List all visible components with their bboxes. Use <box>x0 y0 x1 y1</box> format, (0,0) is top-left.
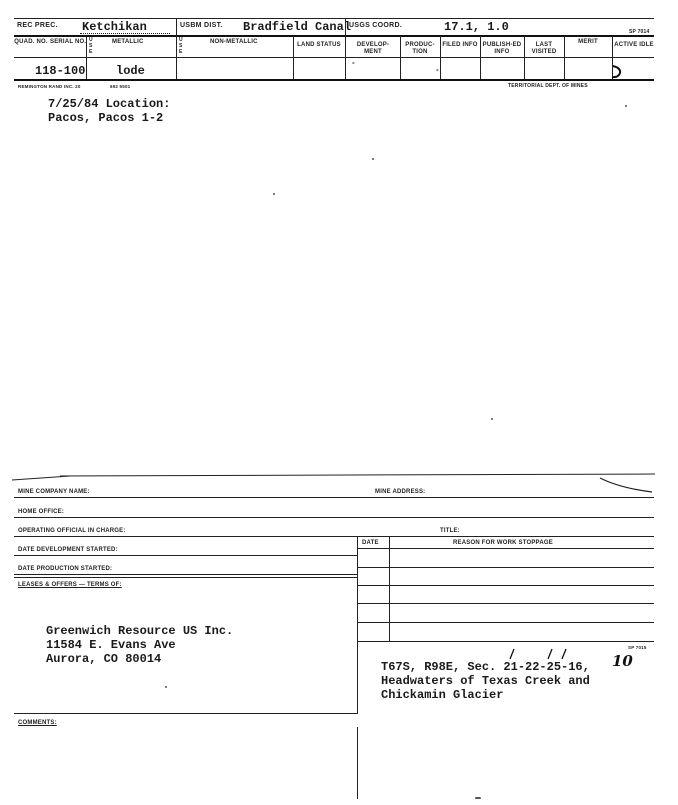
divider-land <box>293 36 294 80</box>
usgs-coord-label: USGS COORD. <box>349 22 403 29</box>
stoppage-left-border <box>357 536 358 714</box>
header-top-border <box>14 18 654 19</box>
form-number-top: SP 7014 <box>629 29 650 35</box>
col-last-visited: LAST VISITED <box>531 42 557 55</box>
comments-divider <box>357 727 358 799</box>
leases-label: LEASES & OFFERS — TERMS OF: <box>18 582 122 588</box>
stoppage-row-line <box>357 585 654 586</box>
line-date-production <box>14 574 357 575</box>
col-quad-no: QUAD. NO. <box>14 39 48 45</box>
col-serial-no: SERIAL NO. <box>50 39 87 45</box>
col-development: DEVELOP-MENT <box>356 42 390 55</box>
rec-prec-label: REC PREC. <box>17 22 58 29</box>
col-production: PRODUC-TION <box>405 42 435 55</box>
active-check-mark <box>610 62 626 80</box>
mine-company-label: MINE COMPANY NAME: <box>18 489 90 495</box>
title-label: TITLE: <box>440 528 460 534</box>
owner-line-3: Aurora, CO 80014 <box>46 652 162 666</box>
date-column-label: DATE <box>362 540 379 546</box>
torn-edge <box>0 470 678 500</box>
speck <box>273 193 275 195</box>
speck <box>475 797 481 799</box>
date-development-label: DATE DEVELOPMENT STARTED: <box>18 547 118 553</box>
home-office-label: HOME OFFICE: <box>18 509 65 515</box>
col-non-metallic: NON-METALLIC <box>210 39 258 45</box>
date-production-label: DATE PRODUCTION STARTED: <box>18 566 113 572</box>
usbm-dist-label: USBM DIST. <box>180 22 223 29</box>
printer-imprint: REMINGTON RAND INC. 20 <box>18 84 81 89</box>
metallic-value: lode <box>116 64 145 78</box>
rec-prec-underline <box>80 33 170 34</box>
owner-line-2: 11584 E. Evans Ave <box>46 638 176 652</box>
col-published-info: PUBLISH-ED INFO <box>482 42 522 55</box>
quad-serial-value: 118-100 <box>35 64 86 78</box>
divider-metallic <box>86 36 87 80</box>
location-handwritten-number: 10 <box>612 652 633 670</box>
line-date-development <box>14 555 357 556</box>
reason-column-label: REASON FOR WORK STOPPAGE <box>453 540 553 546</box>
note-line-1: 7/25/84 Location: <box>48 97 171 111</box>
col-merit: MERIT <box>578 39 598 45</box>
operating-official-label: OPERATING OFFICIAL IN CHARGE: <box>18 528 126 534</box>
header-bottom-border <box>14 35 654 37</box>
speck <box>491 418 493 420</box>
comments-label: COMMENTS: <box>18 720 57 726</box>
header-row-divider <box>14 57 654 58</box>
note-line-2: Pacos, Pacos 1-2 <box>48 111 164 125</box>
data-row-bottom <box>14 79 654 81</box>
col-use-metallic: U S E <box>89 37 93 55</box>
stoppage-row-line <box>357 603 654 604</box>
speck <box>625 105 627 107</box>
mine-address-label: MINE ADDRESS: <box>375 489 426 495</box>
speck <box>165 686 167 688</box>
production-mark: - <box>436 65 439 74</box>
speck <box>372 158 374 160</box>
printer-codes: 692 5501 <box>110 84 131 89</box>
col-metallic: METALLIC <box>112 39 144 45</box>
line-home-office <box>14 517 654 518</box>
stoppage-row-line <box>357 641 654 642</box>
stoppage-row-line <box>357 622 654 623</box>
rec-prec-value: Ketchikan <box>82 20 147 34</box>
usgs-coord-value: 17.1, 1.0 <box>444 20 509 34</box>
department-imprint: TERRITORIAL DEPT. OF MINES <box>508 83 588 89</box>
stoppage-row-line <box>357 567 654 568</box>
line-leases-bottom <box>14 713 357 714</box>
col-land-status: LAND STATUS <box>297 42 341 48</box>
location-line-1: T67S, R98E, Sec. 21-22-25-16, <box>381 660 590 674</box>
location-line-3: Chickamin Glacier <box>381 688 504 702</box>
line-date-production-double <box>14 577 357 578</box>
col-active-idle: ACTIVE IDLE <box>614 42 654 48</box>
location-line-2: Headwaters of Texas Creek and <box>381 674 590 688</box>
owner-line-1: Greenwich Resource US Inc. <box>46 624 234 638</box>
development-mark: - <box>352 58 355 67</box>
handwritten-ticks <box>500 646 580 660</box>
col-use-nonmetallic: U S E <box>179 37 183 55</box>
divider-usgs <box>345 19 346 80</box>
stoppage-header-line <box>357 548 654 549</box>
divider-usbm <box>176 19 177 80</box>
form-number-back: SP 7015 <box>628 645 647 650</box>
usbm-dist-value: Bradfield Canal <box>243 20 352 34</box>
line-operating-official <box>14 536 654 537</box>
col-filed-info: FILED INFO <box>442 42 478 48</box>
line-mine-company <box>14 497 654 498</box>
stoppage-date-divider <box>389 536 390 642</box>
